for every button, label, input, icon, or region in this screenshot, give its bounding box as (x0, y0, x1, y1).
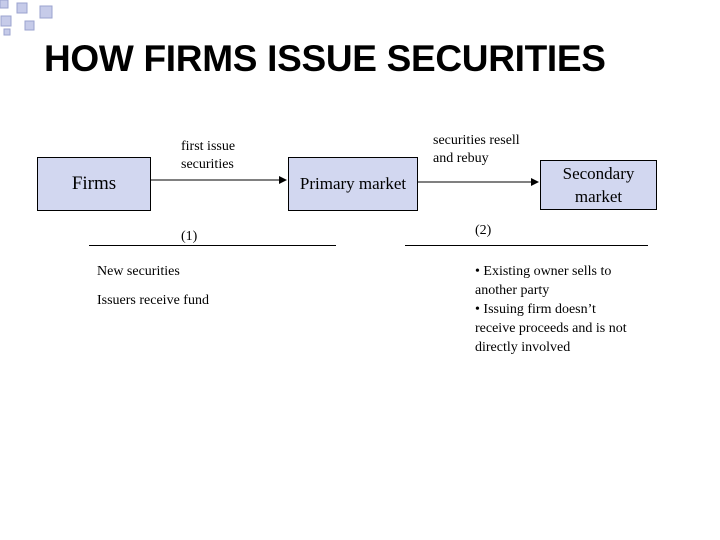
secondary-market-box-label-line2: market (574, 187, 623, 206)
right-note-line-3: • Issuing firm doesn’t (475, 302, 596, 317)
marker-2: (2) (475, 223, 492, 238)
firms-box-label: Firms (71, 173, 117, 194)
arrow1-label-line1: first issue (181, 139, 236, 154)
arrow1-label-line2: securities (181, 157, 234, 172)
right-notes (475, 262, 675, 357)
arrow2-label (433, 132, 520, 168)
arrow1-label (181, 138, 235, 174)
slide-title: HOW FIRMS ISSUE SECURITIES (44, 38, 606, 79)
left-note-line-2: Issuers receive fund (97, 293, 209, 308)
arrow2-label-line2: and rebuy (433, 151, 489, 166)
right-note-line-5: directly involved (475, 340, 571, 355)
secondary-market-box-label-line1: Secondary (562, 164, 635, 183)
left-note-line-1: New securities (97, 264, 180, 279)
arrow2-label-line1: securities resell (433, 133, 520, 148)
right-note-line-2: another party (475, 283, 550, 298)
primary-market-box-label: Primary market (299, 174, 407, 193)
marker-1: (1) (181, 229, 198, 244)
right-note-line-1: • Existing owner sells to (475, 264, 612, 279)
divider-right (405, 245, 648, 246)
right-note-line-4: receive proceeds and is not (475, 321, 627, 336)
divider-left (89, 245, 336, 246)
